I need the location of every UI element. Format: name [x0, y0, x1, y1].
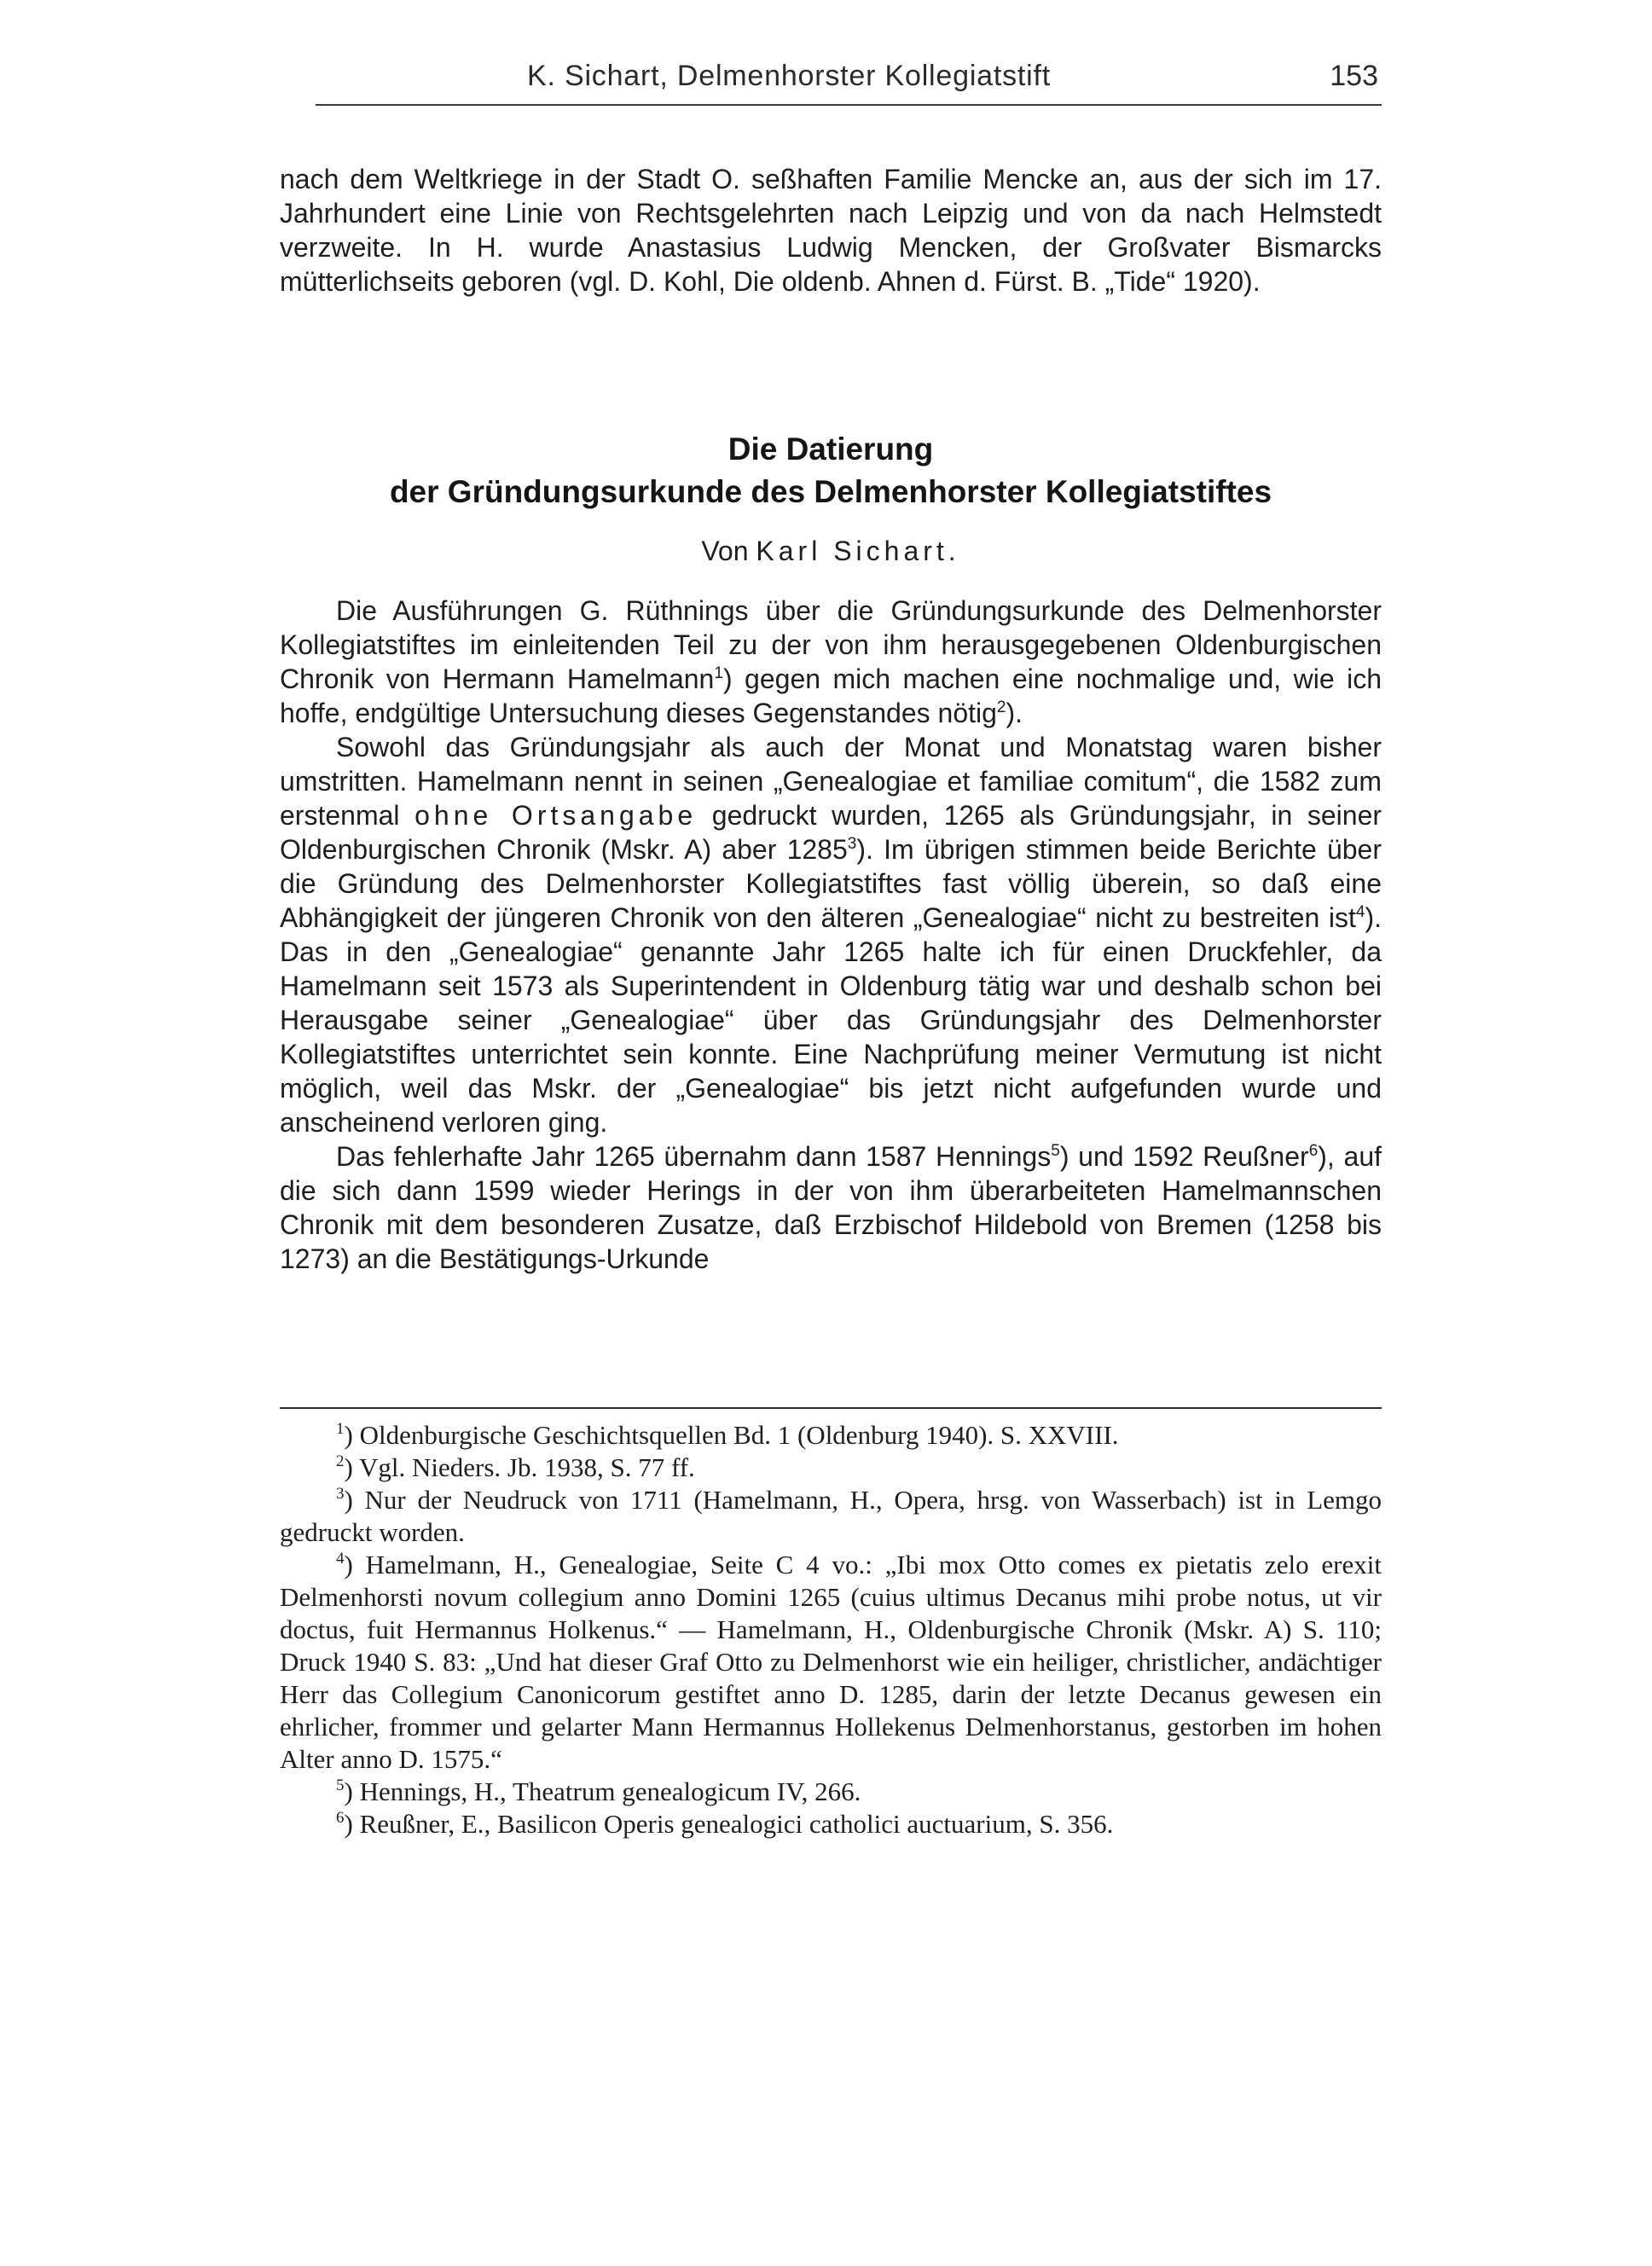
- paragraph-3-text-b: ) und 1592 Reußner: [1059, 1141, 1309, 1172]
- paragraph-3-text-c: ), auf die sich dann 1599 wieder Herings in der von ihm überarbeiteten Hamelmannschen Chronik mit dem besonderen Zusatze, daß Erzbischof Hildebold von Bremen (1258 bis 1273) an die Bestätigungs-Urkunde: [280, 1141, 1382, 1274]
- paragraph-2: [280, 730, 1382, 1139]
- paragraph-3-text-a: Das fehlerhafte Jahr 1265 übernahm dann 1587 Hennings: [336, 1141, 1052, 1172]
- footnote-ref-6: 6: [1308, 1142, 1319, 1160]
- article-body: [280, 594, 1382, 1276]
- footnote-divider: [280, 1407, 1382, 1409]
- article-title-line-1: Die Datierung: [727, 432, 934, 467]
- footnote-mark-6: 6: [336, 1809, 345, 1827]
- footnote-5: [280, 1776, 1382, 1808]
- footnote-mark-1: 1: [336, 1420, 345, 1438]
- footnote-text-1: ) Oldenburgische Geschichtsquellen Bd. 1 (Oldenburg 1940). S. XXVIII.: [344, 1420, 1119, 1450]
- footnote-1: [280, 1419, 1382, 1452]
- footnote-text-2: ) Vgl. Nieders. Jb. 1938, S. 77 ff.: [344, 1452, 695, 1482]
- running-head: [316, 53, 1382, 106]
- footnote-ref-1: 1: [714, 664, 723, 682]
- byline-author: Karl Sichart.: [756, 536, 960, 566]
- footnote-text-3: ) Nur der Neudruck von 1711 (Hamelmann, H., Opera, hrsg. von Wasserbach) ist in Lemgo gedruckt worden.: [280, 1485, 1382, 1547]
- byline-prefix: Von: [701, 536, 749, 566]
- byline: [280, 534, 1382, 568]
- footnote-text-4: ) Hamelmann, H., Genealogiae, Seite C 4 vo.: „Ibi mox Otto comes ex pietatis zelo erexit Delmenhorsti novum collegium anno Domini 1265 (cuius ultimus Decanus mihi probe notus, ut vir doctus, fuit Hermannus Holkenus.“ — Hamelmann, H., Oldenburgische Chronik (Mskr. A) S. 110; Druck 1940 S. 83: „Und hat dieser Graf Otto zu Delmenhorst wie ein heiliger, christlicher, andächtiger Herr das Collegium Canonicorum gestiftet anno D. 1285, darin der letzte Decanus gewesen ein ehrlicher, frommer und gelarter Mann Hermannus Hollekenus Delmenhorstanus, gestorben im hohen Alter anno D. 1575.“: [280, 1550, 1382, 1774]
- footnotes: [280, 1419, 1382, 1840]
- footnote-mark-4: 4: [336, 1550, 345, 1568]
- paragraph-1-text-b: ) gegen mich machen eine nochmalige und, wie ich hoffe, endgültige Untersuchung dieses Gegenstandes nötig: [280, 664, 1382, 728]
- footnote-ref-5: 5: [1051, 1142, 1060, 1160]
- paragraph-1: [280, 594, 1382, 730]
- continuation-block: [280, 162, 1382, 298]
- paragraph-2-text-a: Sowohl das Gründungsjahr als auch der Monat und Monatstag waren bisher umstritten. Hamelmann nennt in seinen „Genealogiae et familiae comitum“, die 1582 zum erstenmal: [280, 732, 1382, 831]
- footnote-3: [280, 1484, 1382, 1549]
- paragraph-2-text-c: ). Im übrigen stimmen beide Berichte über die Gründung des Delmenhorster Kollegiatstiftes fast völlig überein, so daß eine Abhängigkeit der jüngeren Chronik von den älteren „Genealogiae“ nicht zu bestreiten ist: [280, 834, 1382, 933]
- footnote-mark-5: 5: [336, 1776, 345, 1794]
- paragraph-1-text-c: ).: [1006, 698, 1023, 728]
- footnote-text-6: ) Reußner, E., Basilicon Operis genealogici catholici auctuarium, S. 356.: [344, 1809, 1114, 1839]
- paragraph-2-emphasis: ohne Ortsangabe: [414, 800, 698, 831]
- article-title: [280, 428, 1382, 513]
- footnote-mark-2: 2: [336, 1452, 345, 1470]
- article-heading: [280, 428, 1382, 513]
- paragraph-2-text-d: ). Das in den „Genealogiae“ genannte Jahr 1265 halte ich für einen Druckfehler, da Hamelmann seit 1573 als Superintendent in Oldenburg tätig war und deshalb schon bei Herausgabe seiner „Genealogiae“ über das Gründungsjahr des Delmenhorster Kollegiatstiftes unterrichtet sein konnte. Eine Nachprüfung meiner Vermutung ist nicht möglich, weil das Mskr. der „Genealogiae“ bis jetzt nicht aufgefunden wurde und anscheinend verloren ging.: [280, 902, 1382, 1138]
- page-number: 153: [1330, 60, 1378, 92]
- footnote-4: [280, 1549, 1382, 1776]
- paragraph-3: [280, 1139, 1382, 1276]
- footnote-mark-3: 3: [336, 1485, 345, 1503]
- article-title-line-2: der Gründungsurkunde des Delmenhorster Kollegiatstiftes: [389, 474, 1272, 509]
- continuation-paragraph: nach dem Weltkriege in der Stadt O. seßhaften Familie Mencke an, aus der sich im 17. Jahrhundert eine Linie von Rechtsgelehrten nach Leipzig und von da nach Helmstedt verzweite. In H. wurde Anastasius Ludwig Mencken, der Großvater Bismarcks mütterlichseits geboren (vgl. D. Kohl, Die oldenb. Ahnen d. Fürst. B. „Tide“ 1920).: [280, 164, 1382, 297]
- byline-block: [280, 534, 1382, 568]
- footnote-6: [280, 1808, 1382, 1840]
- footnote-ref-4: 4: [1355, 903, 1365, 921]
- running-head-title: K. Sichart, Delmenhorster Kollegiatstift: [527, 60, 1052, 92]
- footnote-2: [280, 1452, 1382, 1484]
- footnote-text-5: ) Hennings, H., Theatrum genealogicum IV, 266.: [344, 1776, 861, 1806]
- paragraph-2-text-b: gedruckt wurden, 1265 als Gründungsjahr, in seiner Oldenburgischen Chronik (Mskr. A) aber 1285: [280, 800, 1382, 865]
- footnote-ref-3: 3: [847, 835, 857, 853]
- footnotes-block: [280, 1419, 1382, 1840]
- paragraph-1-text-a: Die Ausführungen G. Rüthnings über die Gründungsurkunde des Delmenhorster Kollegiatstiftes im einleitenden Teil zu der von ihm herausgegebenen Oldenburgischen Chronik von Hermann Hamelmann: [280, 595, 1382, 694]
- footnote-ref-2: 2: [996, 698, 1006, 716]
